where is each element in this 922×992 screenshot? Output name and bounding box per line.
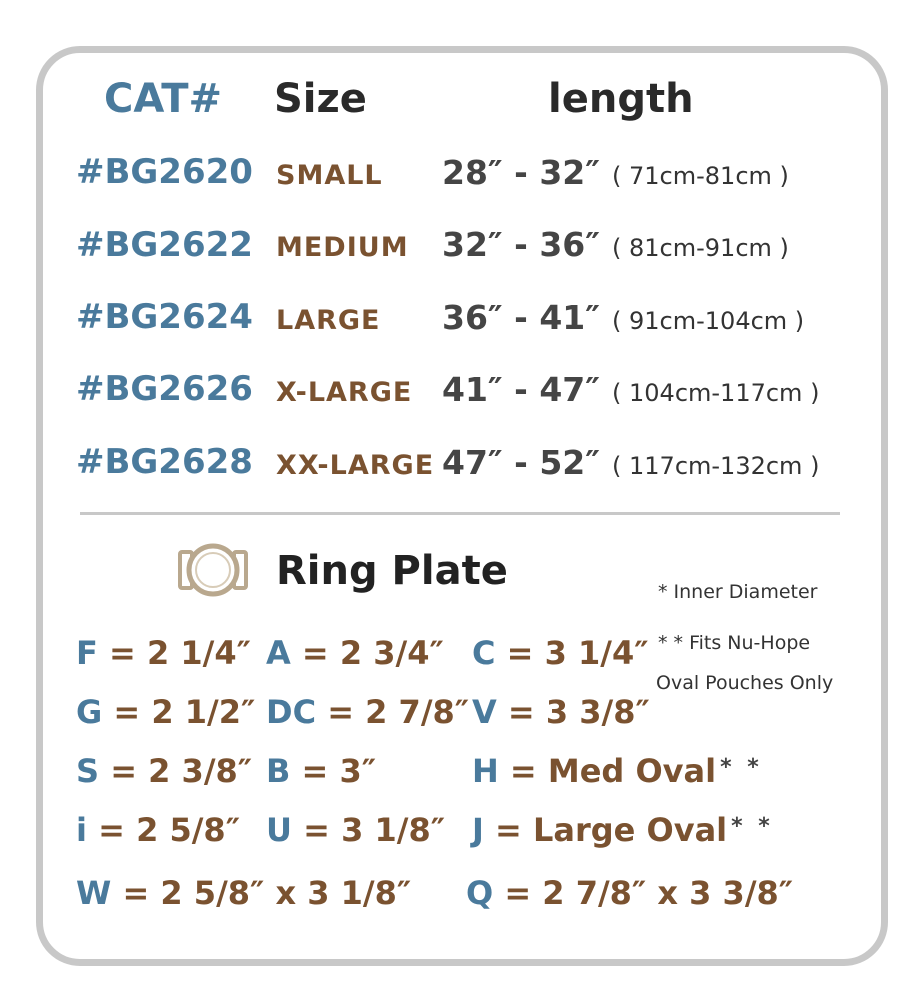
row-3-size: LARGE bbox=[276, 305, 381, 336]
row-5-length bbox=[442, 443, 819, 482]
ring-item-c: C = 3 1/4″ bbox=[472, 634, 649, 672]
ring-item-h: H = Med Oval * * bbox=[472, 752, 763, 790]
ring-item-dc: DC = 2 7/8″ bbox=[266, 693, 470, 731]
row-5-cat: #BG2628 bbox=[76, 442, 253, 482]
row-5-size: XX-LARGE bbox=[276, 450, 435, 481]
note-inner-diameter: * Inner Diameter bbox=[658, 581, 818, 603]
row-2-metric: ( 81cm-91cm ) bbox=[612, 234, 789, 262]
ring-item-a: A = 2 3/4″ bbox=[266, 634, 444, 672]
row-1-metric: ( 71cm-81cm ) bbox=[612, 162, 789, 190]
row-2-length bbox=[442, 225, 789, 264]
row-4-metric: ( 104cm-117cm ) bbox=[612, 379, 820, 407]
row-4-cat: #BG2626 bbox=[76, 369, 253, 409]
ring-item-s: S = 2 3/8″ bbox=[76, 752, 253, 790]
row-1-cat: #BG2620 bbox=[76, 152, 253, 192]
note-oval-pouches: Oval Pouches Only bbox=[656, 672, 834, 694]
ring-item-g: G = 2 1/2″ bbox=[76, 693, 256, 731]
row-1-length bbox=[442, 153, 789, 192]
section-divider bbox=[80, 512, 840, 515]
row-2-length-value: 32″ - 36″ bbox=[442, 225, 601, 264]
ring-item-q: Q = 2 7/8″ x 3 3/8″ bbox=[466, 874, 794, 912]
ring-item-f: F = 2 1/4″ bbox=[76, 634, 251, 672]
row-2-cat: #BG2622 bbox=[76, 225, 253, 265]
header-cat: CAT# bbox=[104, 76, 223, 122]
ring-item-v: V = 3 3/8″ bbox=[472, 693, 650, 731]
row-3-metric: ( 91cm-104cm ) bbox=[612, 307, 805, 335]
row-3-length-value: 36″ - 41″ bbox=[442, 298, 601, 337]
row-5-length-value: 47″ - 52″ bbox=[442, 443, 601, 482]
row-4-length bbox=[442, 370, 819, 409]
row-1-size: SMALL bbox=[276, 160, 383, 191]
row-2-size: MEDIUM bbox=[276, 232, 409, 263]
ring-plate-title: Ring Plate bbox=[276, 548, 508, 594]
row-1-length-value: 28″ - 32″ bbox=[442, 153, 601, 192]
row-4-size: X-LARGE bbox=[276, 377, 413, 408]
ring-item-b: B = 3″ bbox=[266, 752, 377, 790]
header-length: length bbox=[548, 76, 694, 122]
row-3-length bbox=[442, 298, 804, 337]
row-4-length-value: 41″ - 47″ bbox=[442, 370, 601, 409]
row-5-metric: ( 117cm-132cm ) bbox=[612, 452, 820, 480]
ring-item-i: i = 2 5/8″ bbox=[76, 811, 240, 849]
ring-item-u: U = 3 1/8″ bbox=[266, 811, 445, 849]
note-fits-nu-hope: * * Fits Nu-Hope bbox=[658, 632, 811, 654]
row-3-cat: #BG2624 bbox=[76, 297, 253, 337]
ring-item-j: J = Large Oval * * bbox=[472, 811, 774, 849]
ring-plate-icon bbox=[178, 542, 248, 598]
ring-item-w: W = 2 5/8″ x 3 1/8″ bbox=[76, 874, 412, 912]
header-size: Size bbox=[274, 76, 367, 122]
